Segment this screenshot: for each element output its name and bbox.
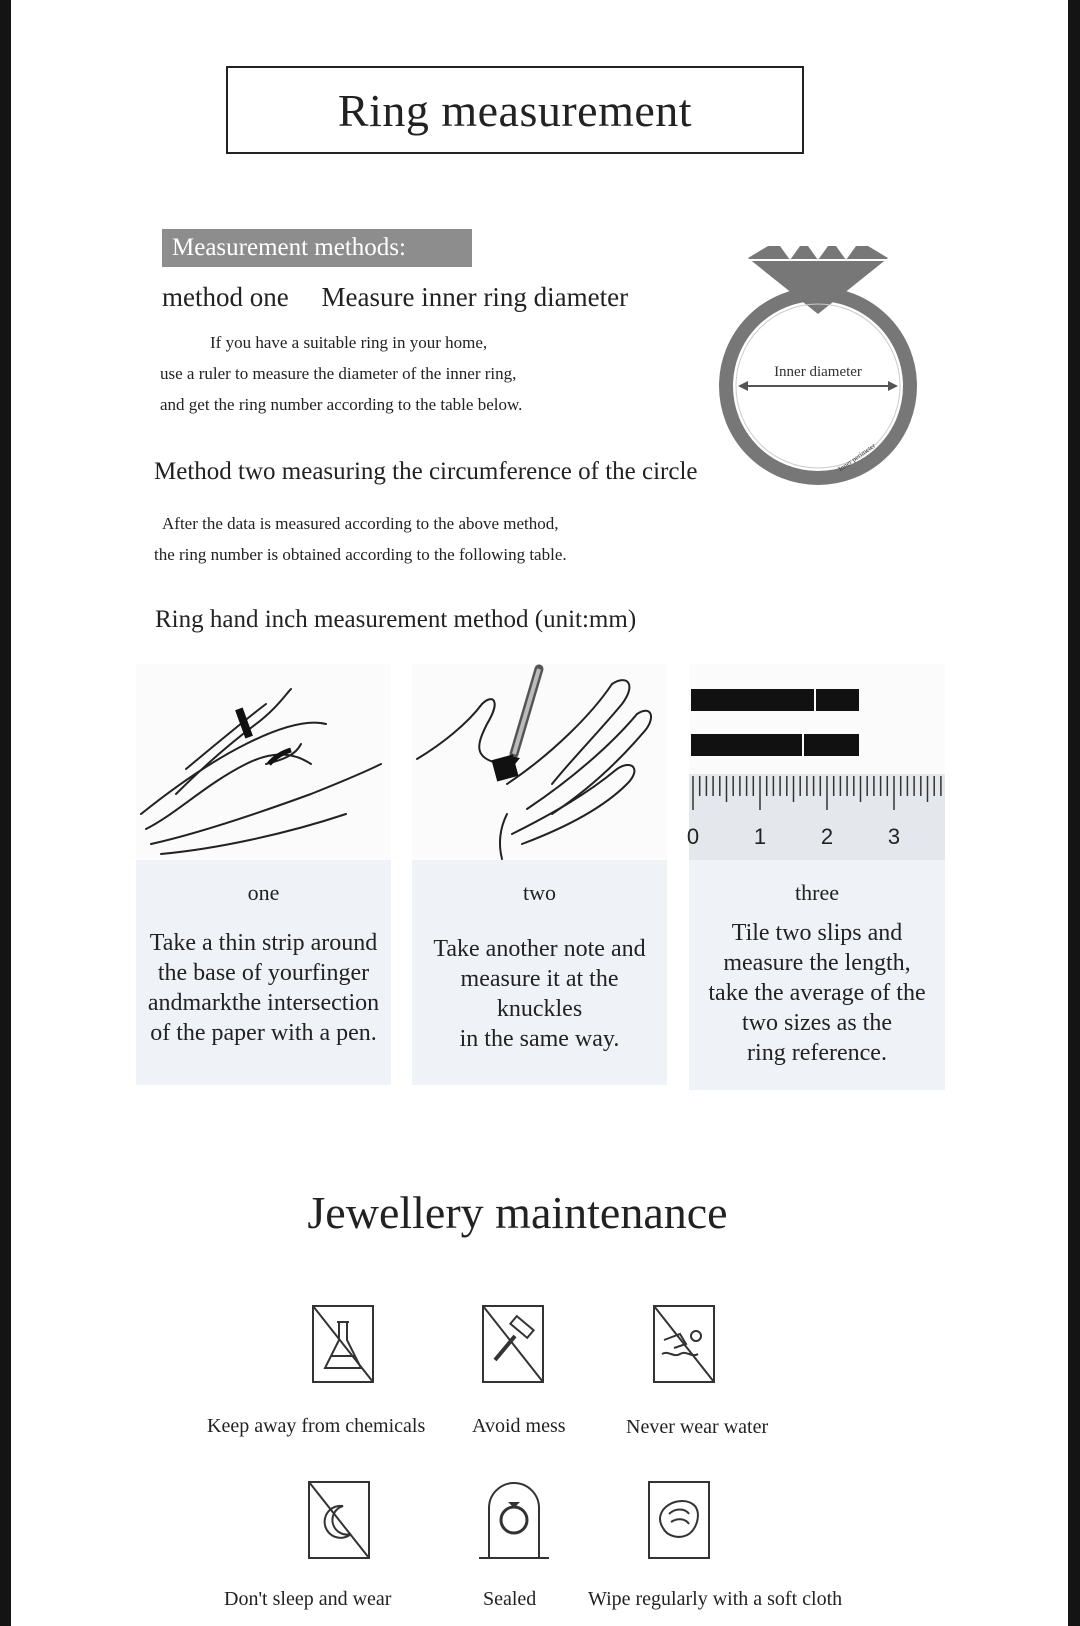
method-one-label: method one <box>162 282 289 312</box>
step-description <box>136 928 391 1048</box>
method-one-heading <box>162 282 628 313</box>
swim-icon <box>652 1304 716 1384</box>
inch-method-heading: Ring hand inch measurement method (unit:mm) <box>155 606 637 633</box>
care-label: Keep away from chemicals <box>207 1415 426 1437</box>
method-two-line: the ring number is obtained according to the following table. <box>154 545 567 564</box>
step-one-illustration <box>136 664 391 860</box>
ruler-label: 2 <box>820 824 834 849</box>
step-line: in the same way. <box>459 1026 620 1052</box>
step-label: one <box>247 880 280 905</box>
step-three-panel <box>689 860 945 1090</box>
page-title-text: Ring measurement <box>337 84 693 136</box>
step-line: measure the length, <box>723 950 911 976</box>
ruler-body <box>686 774 945 860</box>
method-one-line: If you have a suitable ring in your home, <box>210 333 488 352</box>
step-two-panel <box>412 860 667 1085</box>
method-two-heading: Method two measuring the circumference of the circle <box>154 458 698 485</box>
care-label: Wipe regularly with a soft cloth <box>588 1588 843 1610</box>
step-line: ring reference. <box>747 1040 887 1066</box>
methods-label: Measurement methods: <box>162 229 472 267</box>
step-line: andmarkthe intersection <box>147 990 380 1016</box>
paper-strip <box>691 734 859 756</box>
step-description <box>689 918 945 1068</box>
moon-icon <box>307 1480 371 1560</box>
step-line: two sizes as the <box>742 1010 892 1036</box>
maintenance-title: Jewellery maintenance <box>307 1187 728 1238</box>
step-line: measure it at the <box>460 966 619 992</box>
care-label: Avoid mess <box>472 1415 566 1437</box>
method-one-line: and get the ring number according to the table below. <box>160 395 523 414</box>
care-label: Never wear water <box>626 1416 769 1438</box>
ruler-label: 0 <box>686 824 700 849</box>
paper-strip <box>691 689 859 711</box>
step-line: Tile two slips and <box>731 920 903 946</box>
ruler-icon <box>686 664 945 860</box>
method-one-body <box>160 327 680 420</box>
step-description <box>412 934 667 1054</box>
step-line: of the paper with a pen. <box>150 1020 377 1046</box>
step-line: Take a thin strip around <box>149 930 378 956</box>
step-label: two <box>523 880 556 905</box>
hand-strip-icon <box>136 664 391 860</box>
method-one-title: Measure inner ring diameter <box>321 282 629 312</box>
inner-diameter-label: Inner diameter <box>774 364 862 380</box>
method-two-line: After the data is measured according to the above method, <box>162 514 559 533</box>
step-line: the base of yourfinger <box>157 960 370 986</box>
step-one-panel <box>136 860 391 1085</box>
ring-diagram-icon <box>708 236 928 501</box>
page-title <box>226 66 804 154</box>
ruler-label: 3 <box>887 824 901 849</box>
step-label: three <box>795 880 839 905</box>
ruler-label: 1 <box>753 824 767 849</box>
care-label: Sealed <box>483 1588 537 1610</box>
wipe-cloth-icon <box>647 1480 711 1560</box>
hammer-icon <box>481 1304 545 1384</box>
care-label: Don't sleep and wear <box>224 1588 392 1610</box>
inner-perimeter-label: Inner perimeter <box>836 441 877 474</box>
method-two-body <box>154 508 714 570</box>
step-line: Take another note and <box>433 936 646 962</box>
chemicals-icon <box>311 1304 375 1384</box>
hand-pen-icon <box>412 664 667 860</box>
step-line: knuckles <box>496 996 583 1022</box>
step-line: take the average of the <box>708 980 926 1006</box>
method-one-line: use a ruler to measure the diameter of the inner ring, <box>160 364 517 383</box>
step-three-illustration <box>686 664 945 860</box>
step-two-illustration <box>412 664 667 860</box>
sealed-ring-icon <box>475 1480 553 1560</box>
